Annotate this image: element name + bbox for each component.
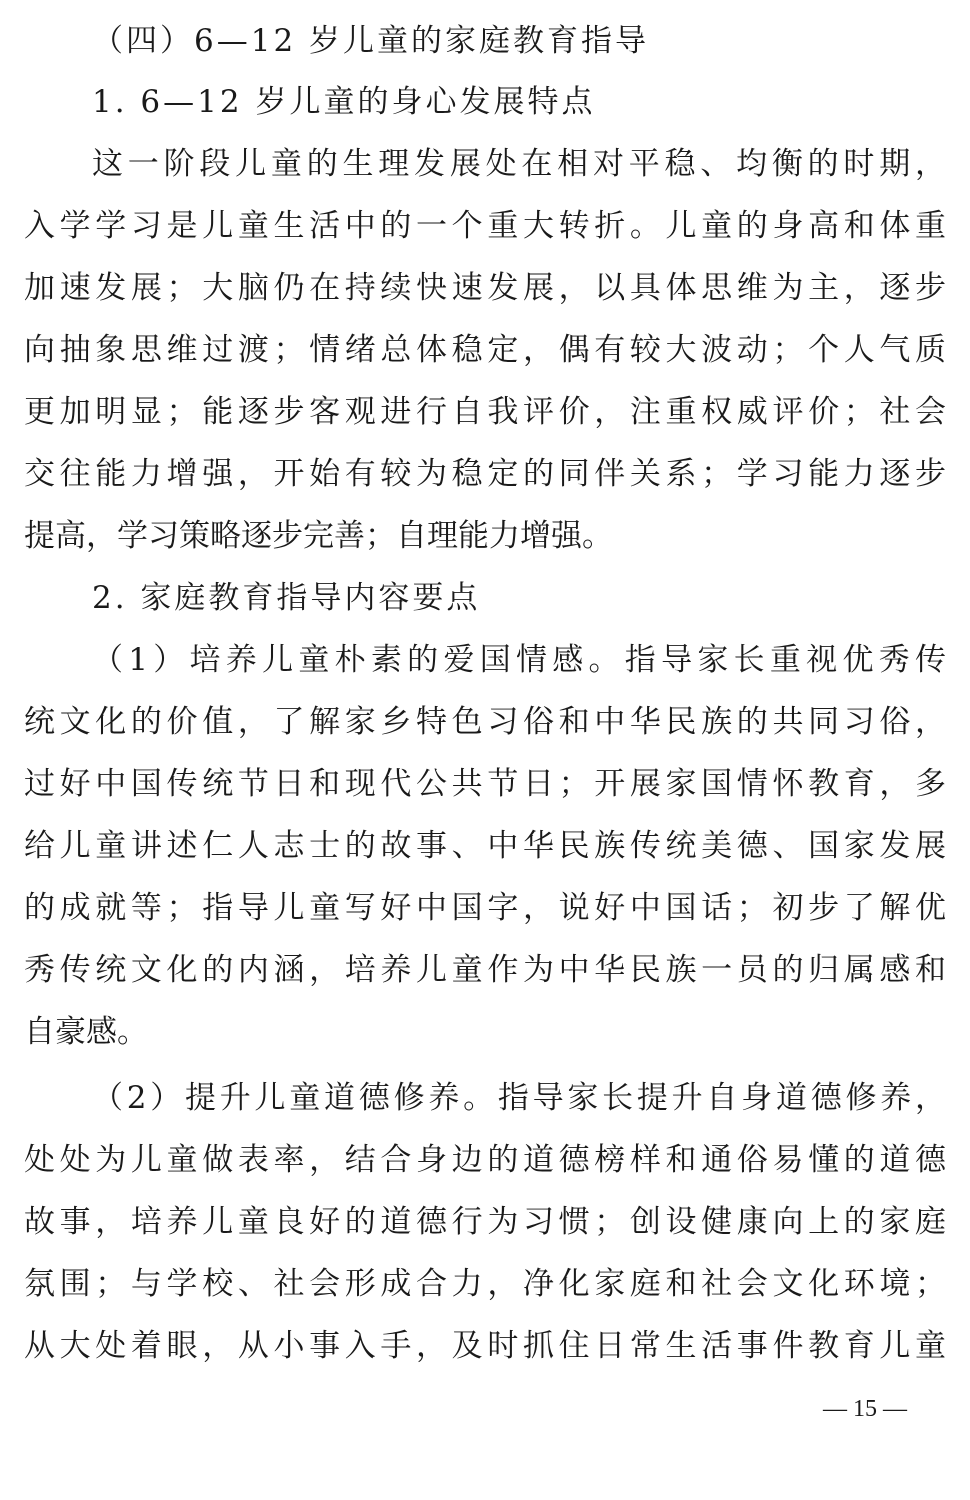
section-heading: （四）6—12 岁儿童的家庭教育指导 <box>92 23 650 59</box>
paragraph-line: 提高，学习策略逐步完善；自理能力增强。 <box>24 518 613 554</box>
paragraph-line: 交往能力增强，开始有较为稳定的同伴关系；学习能力逐步 <box>24 456 946 492</box>
subheading-guidance-points: 2. 家庭教育指导内容要点 <box>92 580 481 616</box>
paragraph-line: 更加明显；能逐步客观进行自我评价，注重权威评价；社会 <box>24 394 946 430</box>
paragraph-line: 故事，培养儿童良好的道德行为习惯；创设健康向上的家庭 <box>24 1204 946 1240</box>
paragraph-line: 给儿童讲述仁人志士的故事、中华民族传统美德、国家发展 <box>24 828 946 864</box>
paragraph-line: 秀传统文化的内涵，培养儿童作为中华民族一员的归属感和 <box>24 952 946 988</box>
paragraph-line: 加速发展；大脑仍在持续快速发展，以具体思维为主，逐步 <box>24 270 946 306</box>
paragraph-line: 入学学习是儿童生活中的一个重大转折。儿童的身高和体重 <box>24 208 946 244</box>
paragraph-line: 过好中国传统节日和现代公共节日；开展家国情怀教育，多 <box>24 766 946 802</box>
paragraph-line: （2）提升儿童道德修养。指导家长提升自身道德修养， <box>92 1080 946 1116</box>
paragraph-line: 氛围；与学校、社会形成合力，净化家庭和社会文化环境； <box>24 1266 946 1302</box>
paragraph-line: 自豪感。 <box>24 1014 148 1050</box>
paragraph-line: 处处为儿童做表率，结合身边的道德榜样和通俗易懂的道德 <box>24 1142 946 1178</box>
subheading-development-traits: 1. 6—12 岁儿童的身心发展特点 <box>92 84 596 120</box>
paragraph-line: 向抽象思维过渡；情绪总体稳定，偶有较大波动；个人气质 <box>24 332 946 368</box>
page-number: — 15 — <box>823 1396 907 1422</box>
paragraph-line: 从大处着眼，从小事入手，及时抓住日常生活事件教育儿童 <box>24 1328 946 1364</box>
paragraph-line: （1）培养儿童朴素的爱国情感。指导家长重视优秀传 <box>92 642 946 678</box>
paragraph-line: 的成就等；指导儿童写好中国字，说好中国话；初步了解优 <box>24 890 946 926</box>
paragraph-line: 这一阶段儿童的生理发展处在相对平稳、均衡的时期， <box>92 146 946 182</box>
paragraph-line: 统文化的价值，了解家乡特色习俗和中华民族的共同习俗， <box>24 704 946 740</box>
